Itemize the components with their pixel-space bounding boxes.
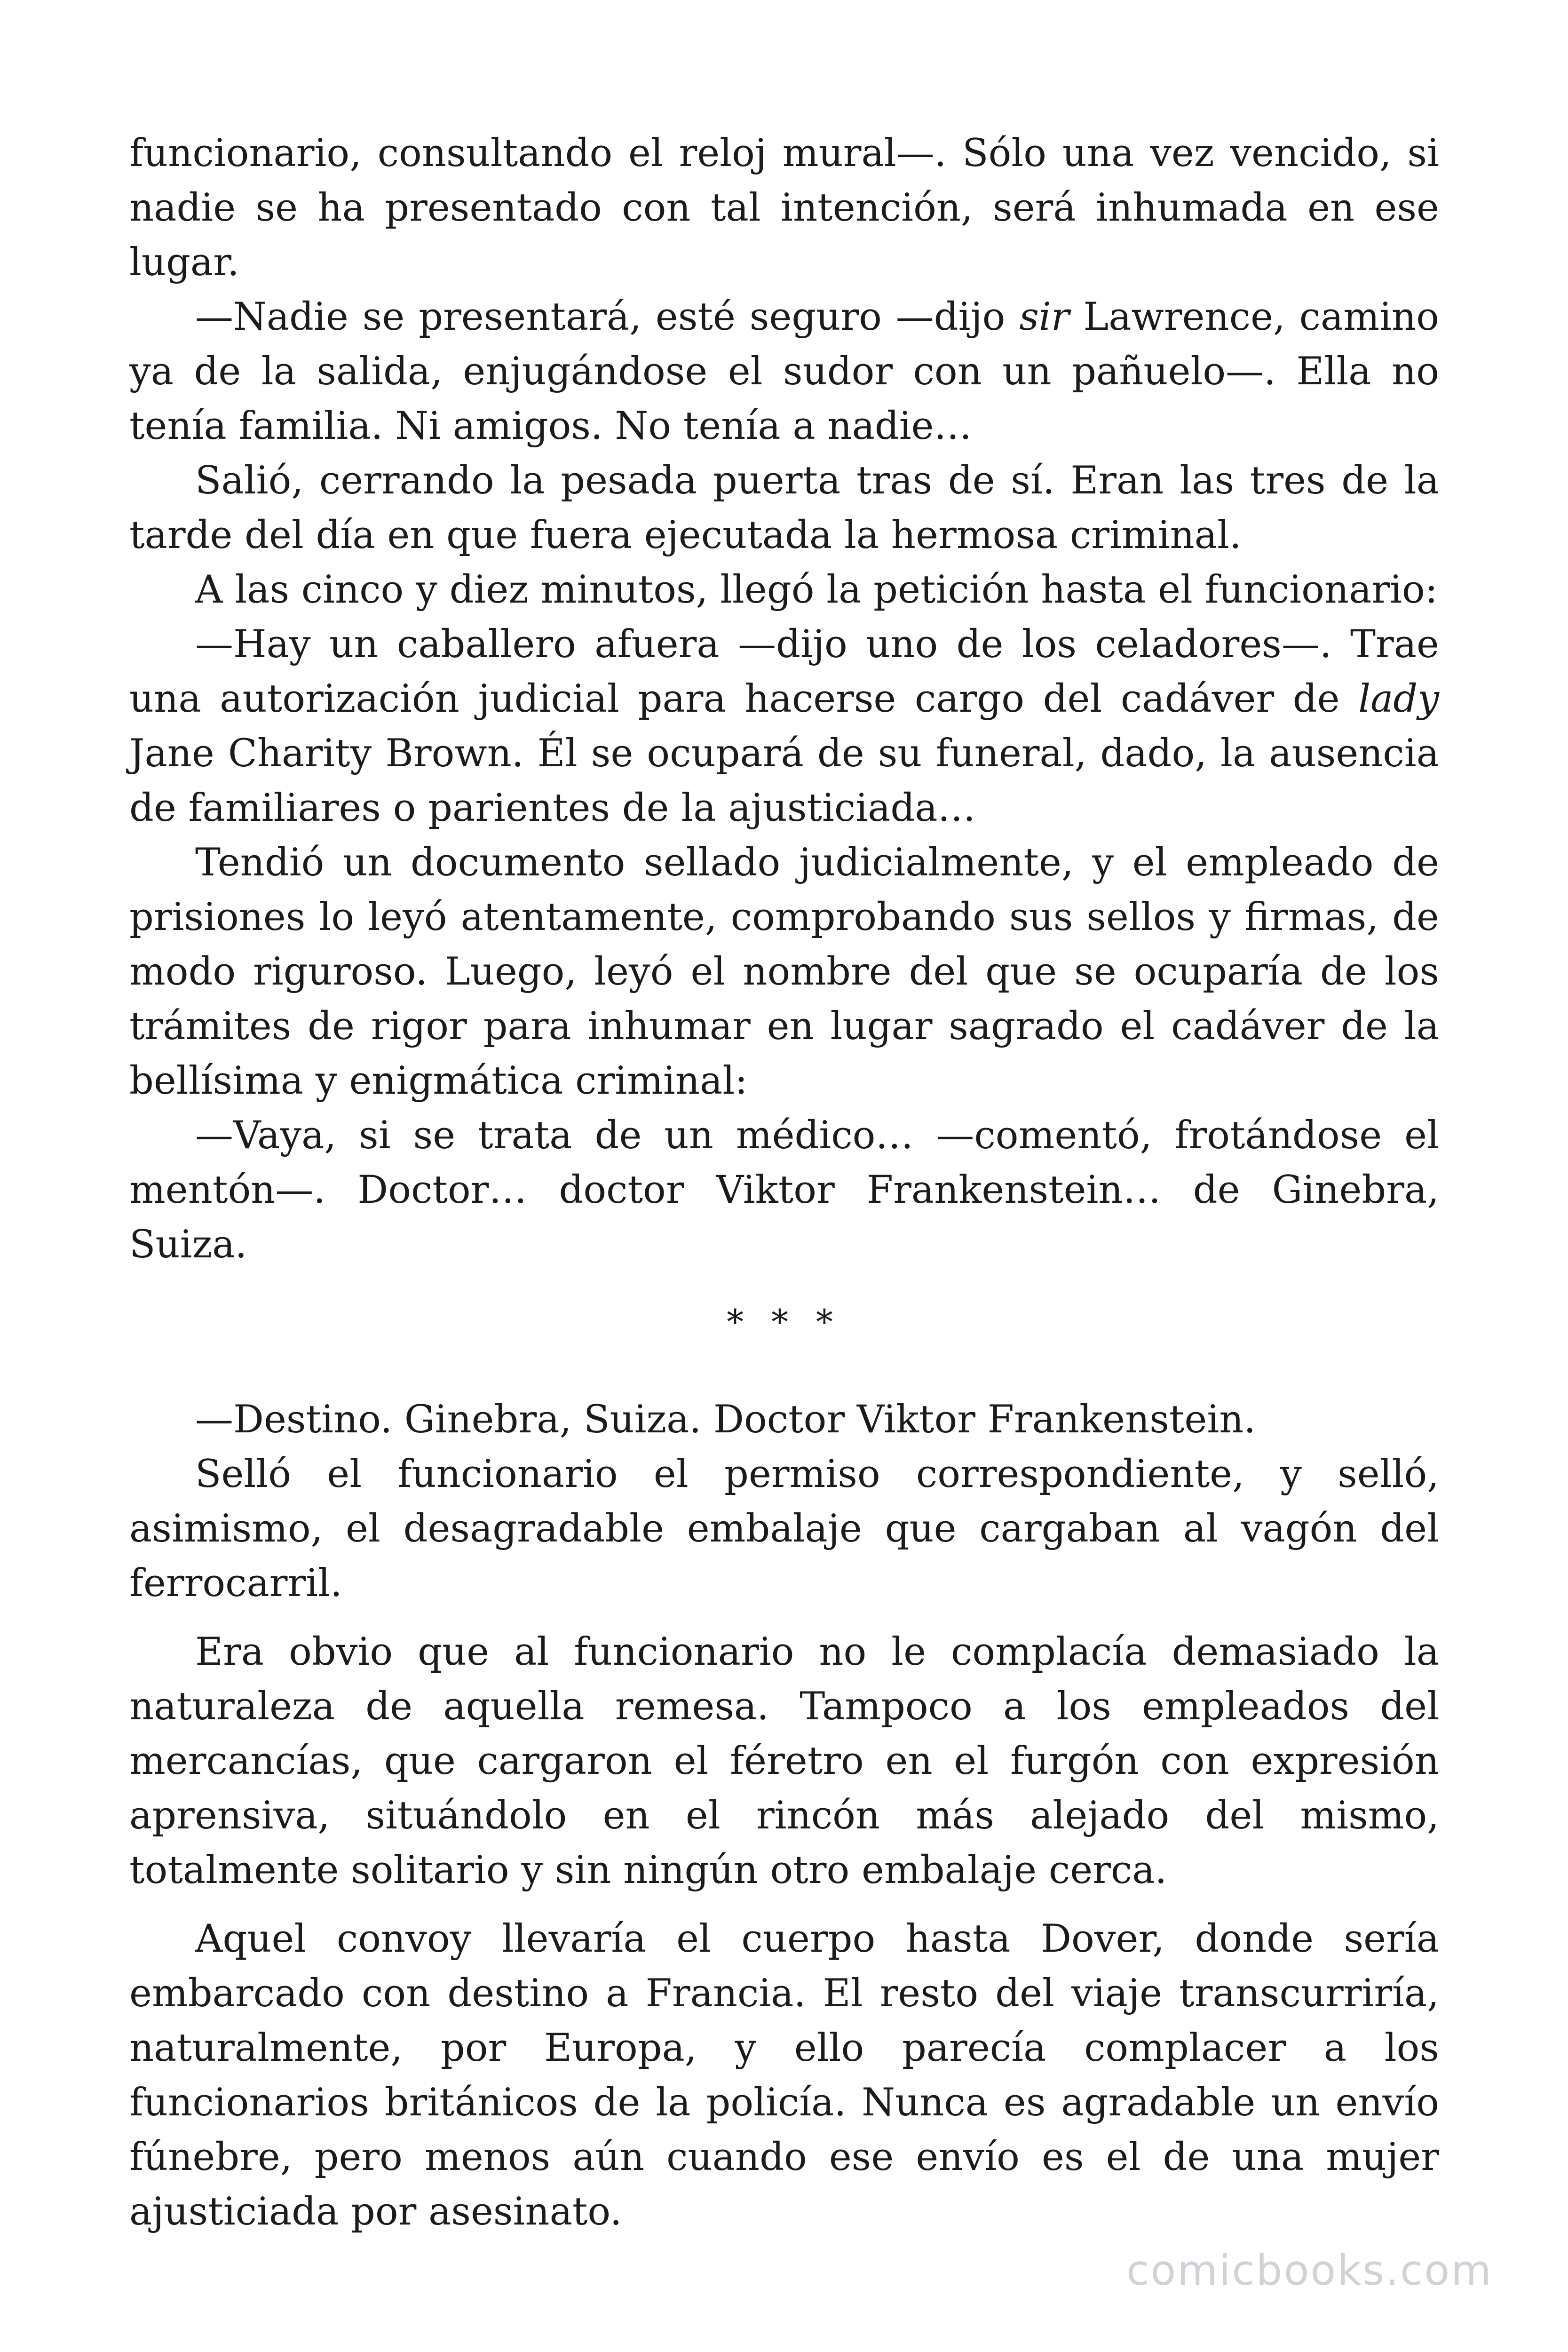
paragraph: Aquel convoy llevaría el cuerpo hasta Dover, donde sería embarcado con destino a Francia. El resto del viaje transcurriría, naturalmente, por Europa, y ello parecía complacer a los funcionarios británicos de la policía. Nunca es agradable un envío fúnebre, pero menos aún cuando ese envío es el de una mujer ajusticiada por asesinato. <box>129 1917 1439 2234</box>
paragraph <box>129 290 1439 453</box>
paragraph-text: —Hay un caballero afuera —dijo uno de los celadores—. Trae una autorización judicial para hacerse cargo del cadáver de <box>129 622 1439 721</box>
paragraph: —Vaya, si se trata de un médico… —comentó, frotándose el mentón—. Doctor… doctor Viktor Frankenstein… de Ginebra, Suiza. <box>129 1113 1439 1267</box>
paragraph: funcionario, consultando el reloj mural—. Sólo una vez vencido, si nadie se ha presentado con tal intención, será inhumada en ese lugar. <box>129 131 1439 285</box>
paragraph: A las cinco y diez minutos, llegó la petición hasta el funcionario: <box>195 568 1438 612</box>
italic-word: sir <box>1019 295 1069 339</box>
paragraph: Era obvio que al funcionario no le complacía demasiado la naturaleza de aquella remesa. Tampoco a los empleados del mercancías, que cargaron el féretro en el furgón con expresión aprensiva, situándolo en el rincón más alejado del mismo, totalmente solitario y sin ningún otro embalaje cerca. <box>129 1630 1439 1892</box>
section-separator: * * * <box>727 1302 841 1342</box>
paragraph-text: Jane Charity Brown. Él se ocupará de su funeral, dado, la ausencia de familiares o parientes de la ajusticiada… <box>129 731 1439 830</box>
text-block-bottom <box>129 1392 1439 2239</box>
text-block-top <box>129 126 1439 1272</box>
italic-word: lady <box>1358 677 1439 721</box>
watermark: comicbooks.com <box>1126 2246 1493 2295</box>
paragraph: —Destino. Ginebra, Suiza. Doctor Viktor Frankenstein. <box>195 1398 1256 1442</box>
paragraph: Salió, cerrando la pesada puerta tras de sí. Eran las tres de la tarde del día en que fuera ejecutada la hermosa criminal. <box>129 459 1439 557</box>
paragraph-text: Lawrence, camino ya de la salida, enjugándose el sudor con un pañuelo—. Ella no tenía familia. Ni amigos. No tenía a nadie… <box>129 295 1439 448</box>
paragraph-text: —Nadie se presentará, esté seguro —dijo <box>195 295 1020 339</box>
paragraph: Selló el funcionario el permiso correspondiente, y selló, asimismo, el desagradable embalaje que cargaban al vagón del ferrocarril. <box>129 1452 1439 1605</box>
paragraph: Tendió un documento sellado judicialmente, y el empleado de prisiones lo leyó atentamente, comprobando sus sellos y firmas, de modo riguroso. Luego, leyó el nombre del que se ocuparía de los trámites de rigor para inhumar en lugar sagrado el cadáver de la bellísima y enigmática criminal: <box>129 841 1439 1103</box>
paragraph <box>129 617 1439 835</box>
